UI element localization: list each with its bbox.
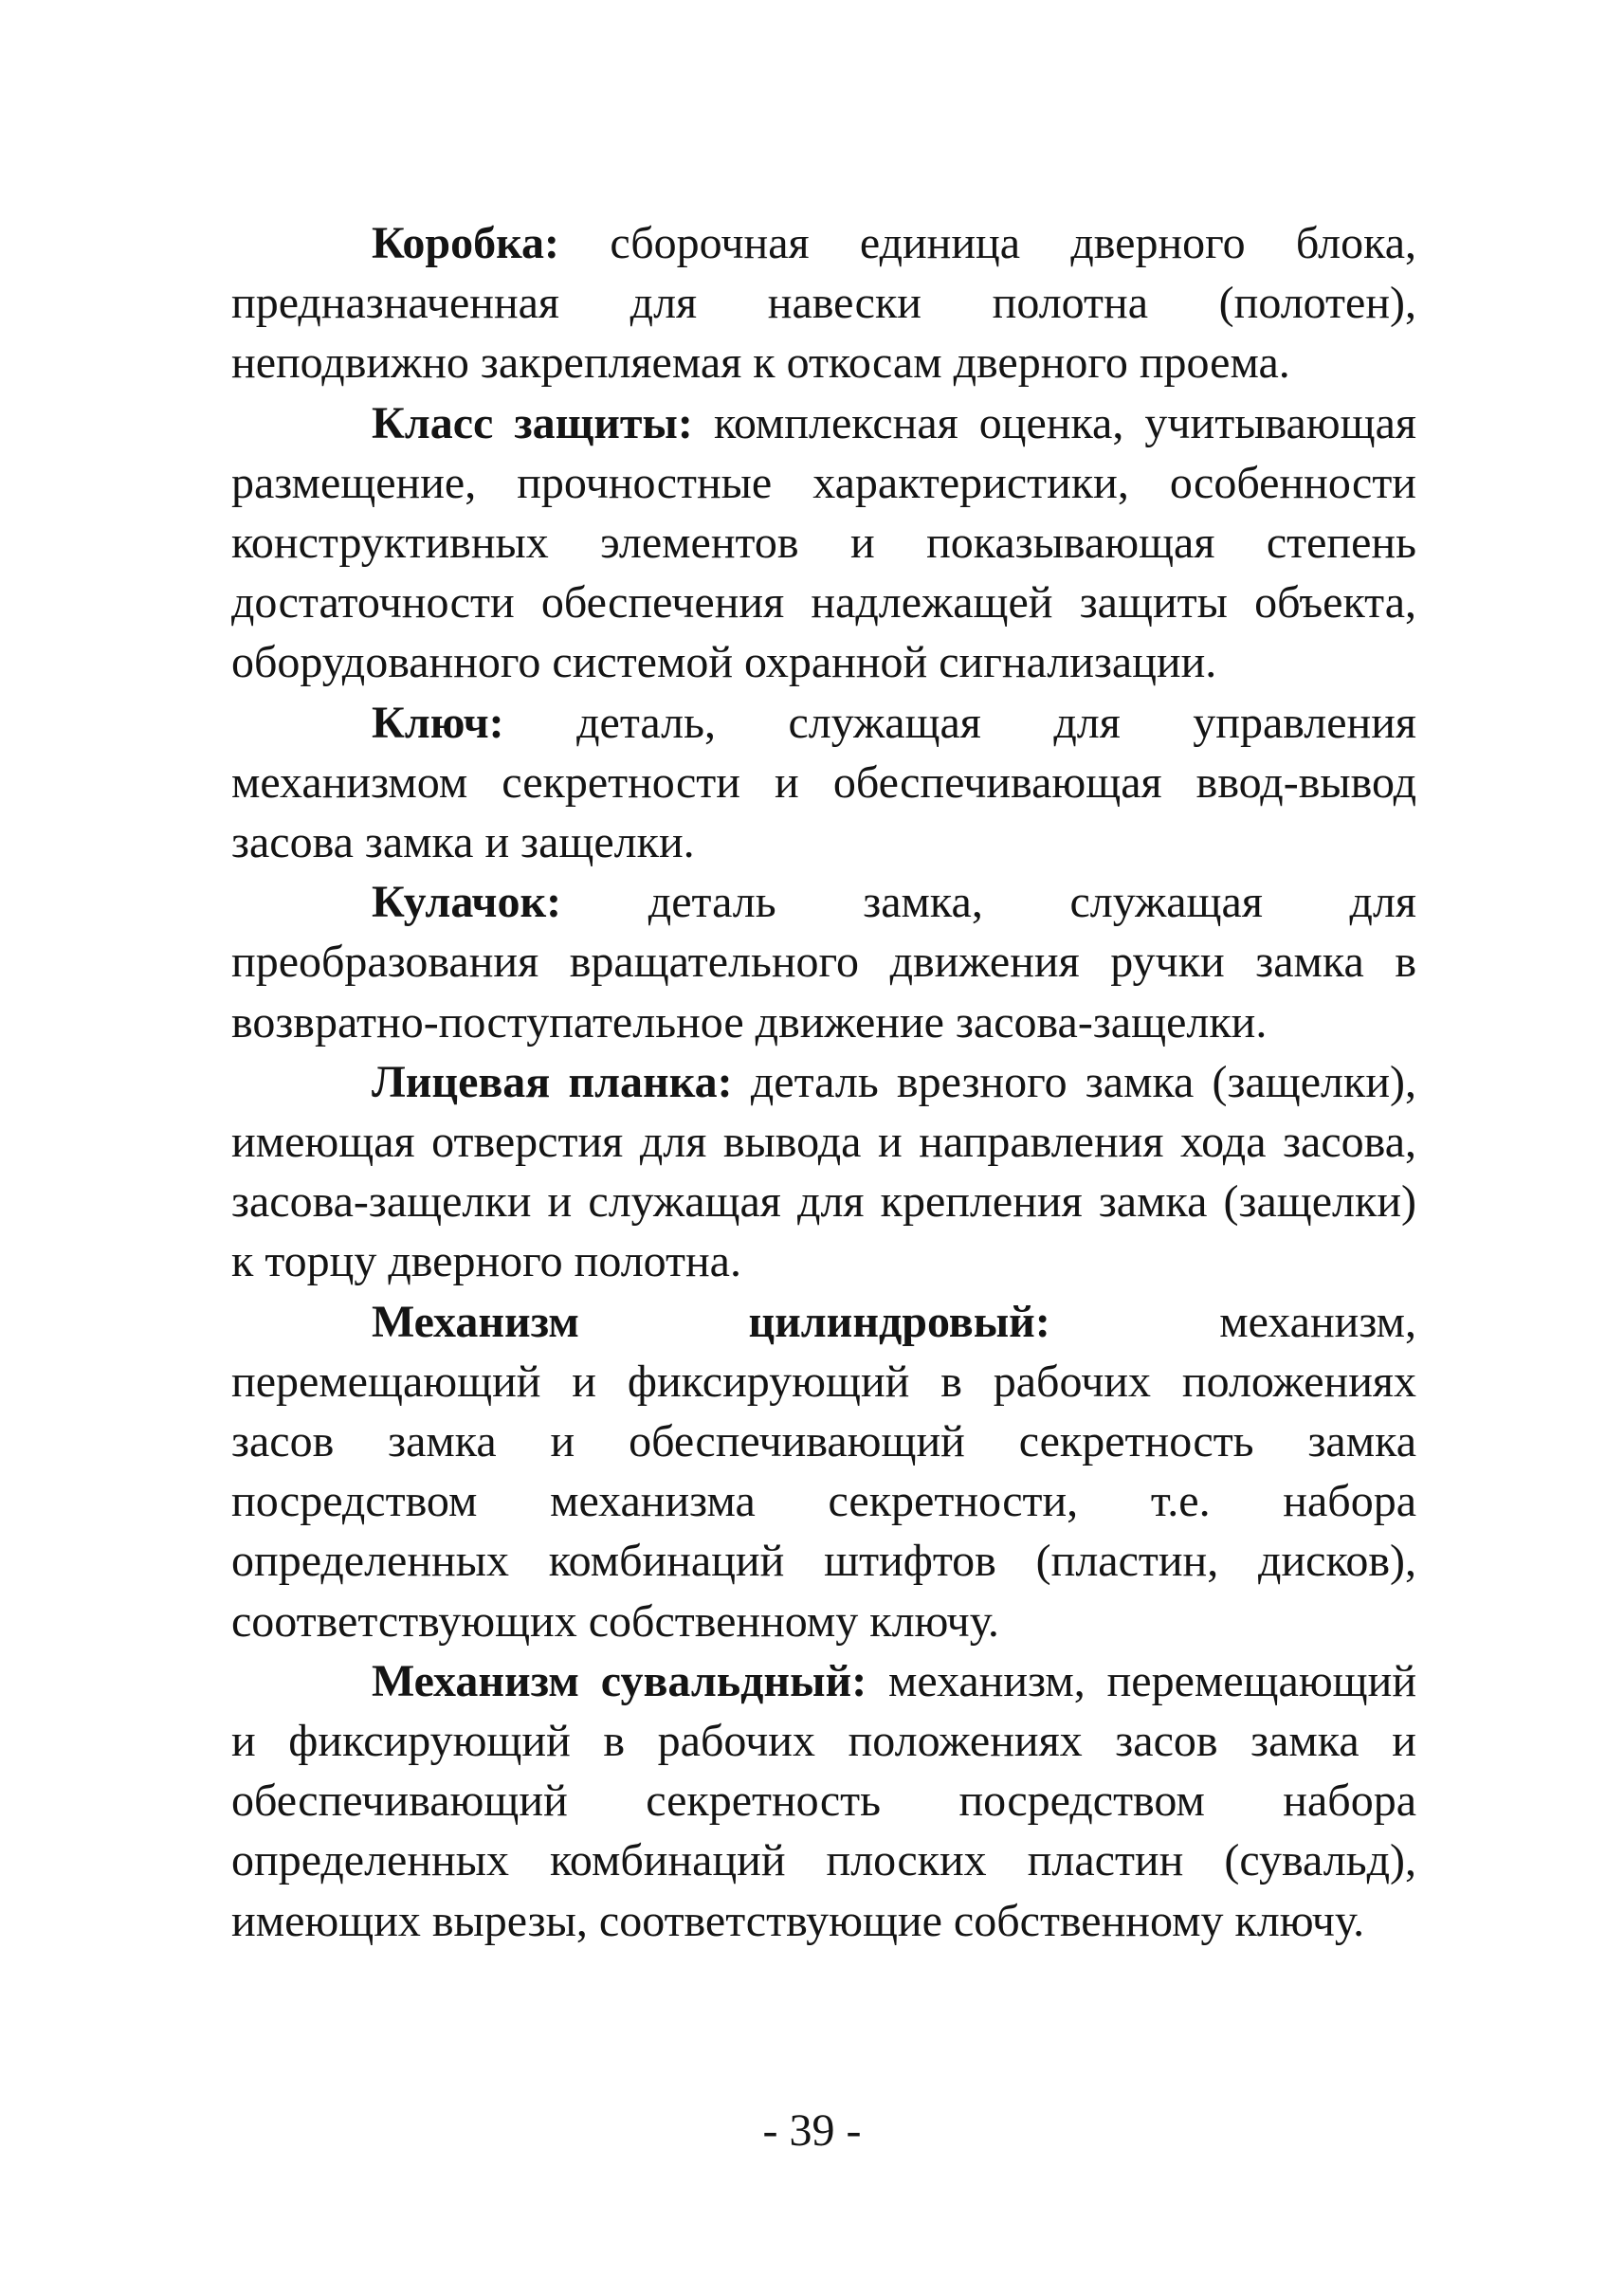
entry-klass-zashchity [231,393,1416,693]
entry-term: Механизм цилиндровый: [372,1296,1050,1347]
entry-term: Механизм сувальдный: [372,1655,867,1706]
entry-term: Кулачок: [372,877,562,928]
entry-definition: деталь врезного замка (защелки), имеющая отверстия для вывода и направления хода засова, засова-защелки и служащая для крепления замка (защелки) к торцу дверного полотна. [231,1056,1416,1287]
page-number: - 39 - [762,2105,862,2156]
entry-term: Ключ: [372,697,504,748]
entry-definition: деталь замка, служащая для преобразования вращательного движения ручки замка в возвратно-поступательное движение засова-защелки. [231,877,1416,1047]
entry-klyuch [231,693,1416,873]
entry-kulachok [231,872,1416,1052]
entry-definition: комплексная оценка, учитывающая размещение, прочностные характеристики, особенности конструктивных элементов и показывающая степень достаточности обеспечения надлежащей защиты объекта, оборудованного системой охранной сигнализации. [231,397,1416,688]
entry-definition: сборочная единица дверного блока, предназначенная для навески полотна (полотен), неподвижно закрепляемая к откосам дверного проема. [231,218,1417,389]
entry-definition: механизм, перемещающий и фиксирующий в рабочих положениях засов замка и обеспечивающий секретность замка посредством механизма секретности, т.е. набора определенных комбинаций штифтов (пластин, дисков), соответствующих собственному ключу. [231,1296,1416,1647]
entry-mekhanizm-tsilindrovyy [231,1292,1416,1651]
entry-term: Класс защиты: [372,397,693,448]
entry-definition: деталь, служащая для управления механизмом секретности и обеспечивающая ввод-вывод засова замка и защелки. [231,697,1416,868]
entry-term: Лицевая планка: [372,1056,733,1107]
entry-definition: механизм, перемещающий и фиксирующий в рабочих положениях засов замка и обеспечивающий секретность посредством набора определенных комбинаций плоских пластин (сувальд), имеющих вырезы, соответствующие собственному ключу. [231,1655,1417,1946]
entry-litsevaya-planka [231,1052,1416,1292]
glossary-text [231,213,1416,1951]
entry-term: Коробка: [372,218,560,268]
entry-mekhanizm-suvaldnyy [231,1651,1416,1951]
entry-korobka [231,213,1416,393]
